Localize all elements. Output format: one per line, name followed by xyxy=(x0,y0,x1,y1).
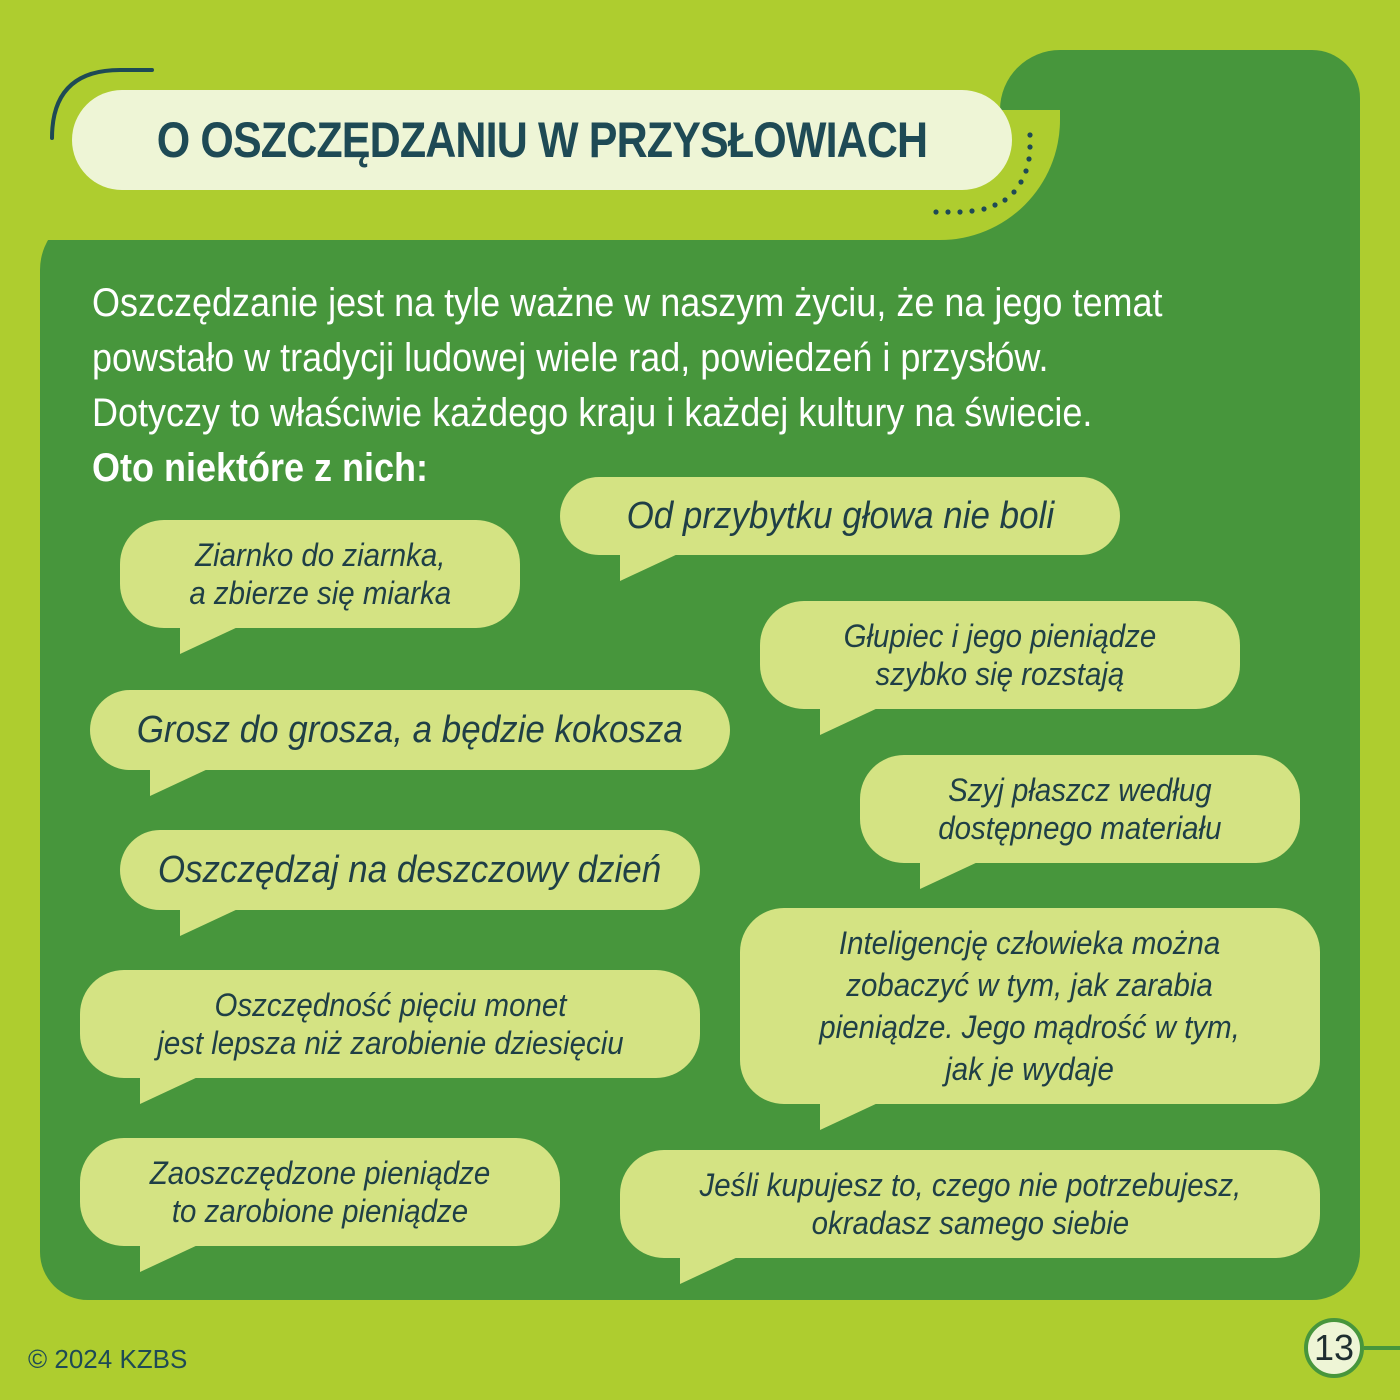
bubble-tail xyxy=(820,707,880,735)
proverb-bubble xyxy=(760,601,1240,709)
page-title: O OSZCZĘDZANIU W PRZYSŁOWIACH xyxy=(156,112,928,168)
bubble-tail xyxy=(140,1076,200,1104)
proverb-text: Oszczędność pięciu monet jest lepsza niż zarobienie dziesięciu xyxy=(156,987,624,1061)
bubble-tail xyxy=(820,1102,880,1130)
bubble-tail xyxy=(180,908,240,936)
title-pill xyxy=(72,90,1012,190)
page-number-line xyxy=(1364,1346,1400,1350)
proverb-text: Inteligencję człowieka można zobaczyć w tym, jak zarabia pieniądze. Jego mądrość w tym, jak je wydaje xyxy=(819,925,1241,1087)
proverb-bubble xyxy=(120,830,700,910)
intro-line: Oszczędzanie jest na tyle ważne w naszym życiu, że na jego temat xyxy=(92,281,1163,325)
intro-line: Dotyczy to właściwie każdego kraju i każdej kultury na świecie. xyxy=(92,391,1093,435)
proverb-bubble xyxy=(80,970,700,1078)
copyright: © 2024 KZBS xyxy=(28,1344,188,1374)
bubble-tail xyxy=(620,553,680,581)
proverb-text: Szyj płaszcz według dostępnego materiału xyxy=(938,772,1222,846)
proverb-text: Od przybytku głowa nie boli xyxy=(626,494,1054,537)
bubble-tail xyxy=(920,861,980,889)
proverb-text: Oszczędzaj na deszczowy dzień xyxy=(158,848,662,891)
proverb-text: Grosz do grosza, a będzie kokosza xyxy=(136,708,684,751)
proverb-bubble xyxy=(120,520,520,628)
proverb-text: Jeśli kupujesz to, czego nie potrzebujesz, okradasz samego siebie xyxy=(699,1167,1241,1241)
bubble-tail xyxy=(680,1256,740,1284)
page-number: 13 xyxy=(1304,1318,1364,1378)
intro-lead: Oto niektóre z nich: xyxy=(92,446,429,490)
bubble-tail xyxy=(180,626,240,654)
proverb-text: Głupiec i jego pieniądze szybko się rozstają xyxy=(843,618,1157,692)
intro-line: powstało w tradycji ludowej wiele rad, powiedzeń i przysłów. xyxy=(92,336,1049,380)
proverb-bubble xyxy=(80,1138,560,1246)
bubble-tail xyxy=(150,768,210,796)
bubble-tail xyxy=(140,1244,200,1272)
proverb-bubble xyxy=(860,755,1300,863)
proverb-bubble xyxy=(560,477,1120,555)
proverb-text: Ziarnko do ziarnka, a zbierze się miarka xyxy=(189,537,451,611)
proverb-bubble xyxy=(740,908,1320,1104)
proverb-bubble xyxy=(90,690,730,770)
proverb-bubble xyxy=(620,1150,1320,1258)
proverb-text: Zaoszczędzone pieniądze to zarobione pieniądze xyxy=(149,1155,491,1229)
intro-text xyxy=(92,276,1322,496)
